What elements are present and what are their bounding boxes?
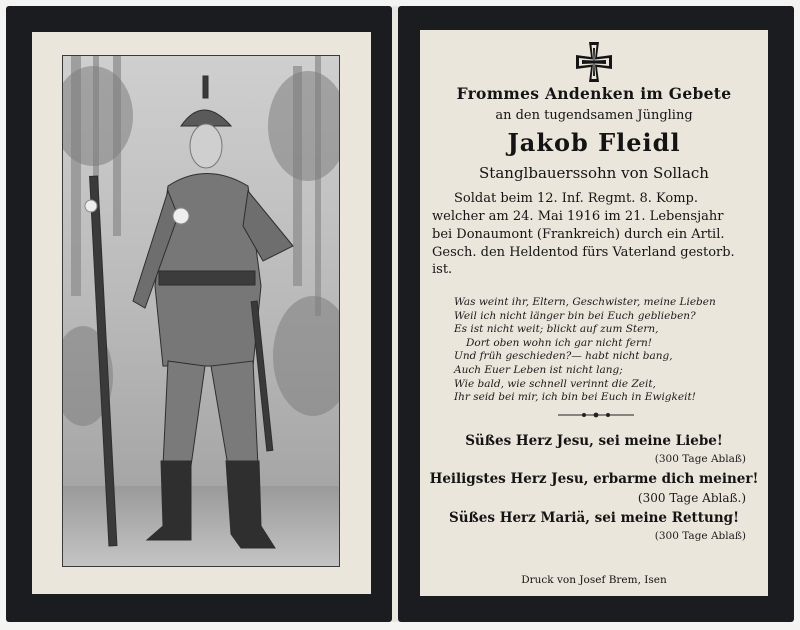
printer-credit: Druck von Josef Brem, Isen	[521, 574, 667, 586]
bio-line: Soldat beim 12. Inf. Regmt. 8. Komp.	[454, 191, 699, 206]
bio-line: welcher am 24. Mai 1916 im 21. Lebensjahr	[432, 209, 724, 224]
verse-line: Es ist nicht weit; blickt auf zum Stern,	[454, 323, 659, 336]
prayer-line: Heiligstes Herz Jesu, erbarme dich meiner!	[429, 471, 759, 487]
memorial-heading: Frommes Andenken im Gebete	[456, 84, 732, 103]
bio-line: bei Donaumont (Frankreich) durch ein Artil.	[432, 227, 725, 242]
verse-line: Weil ich nicht länger bin bei Euch geblieben?	[454, 309, 696, 322]
deceased-origin: Stanglbauerssohn von Sollach	[479, 164, 709, 182]
indulgence-note: (300 Tage Ablaß)	[654, 453, 746, 465]
soldier-photo	[62, 55, 340, 567]
verse-line: Wie bald, wie schnell verinnt die Zeit,	[454, 377, 656, 390]
right-card-paper	[420, 30, 768, 596]
indulgence-note: (300 Tage Ablaß.)	[637, 491, 746, 505]
verse-line: Auch Euer Leben ist nicht lang;	[454, 363, 623, 376]
memorial-subheading: an den tugendsamen Jüngling	[495, 108, 693, 123]
verse-line: Dort oben wohn ich gar nicht fern!	[466, 336, 652, 349]
prayer-line: Süßes Herz Mariä, sei meine Rettung!	[448, 510, 739, 526]
deceased-name: Jakob Fleidl	[507, 128, 681, 157]
bio-line: ist.	[432, 262, 453, 277]
memorial-verse	[454, 296, 754, 405]
indulgence-note: (300 Tage Ablaß)	[654, 530, 746, 542]
bio-line: Gesch. den Heldentod fürs Vaterland gestorb.	[432, 245, 735, 260]
verse-line: Was weint ihr, Eltern, Geschwister, meine Lieben	[454, 296, 716, 308]
verse-line: Ihr seid bei mir, ich bin bei Euch in Ewigkeit!	[454, 391, 696, 404]
ornament-divider	[556, 410, 636, 420]
card-fold	[392, 6, 398, 622]
verse-line: Und früh geschieden?— habt nicht bang,	[454, 350, 673, 363]
iron-cross-icon	[572, 40, 616, 84]
prayer-line: Süßes Herz Jesu, sei meine Liebe!	[465, 433, 723, 449]
